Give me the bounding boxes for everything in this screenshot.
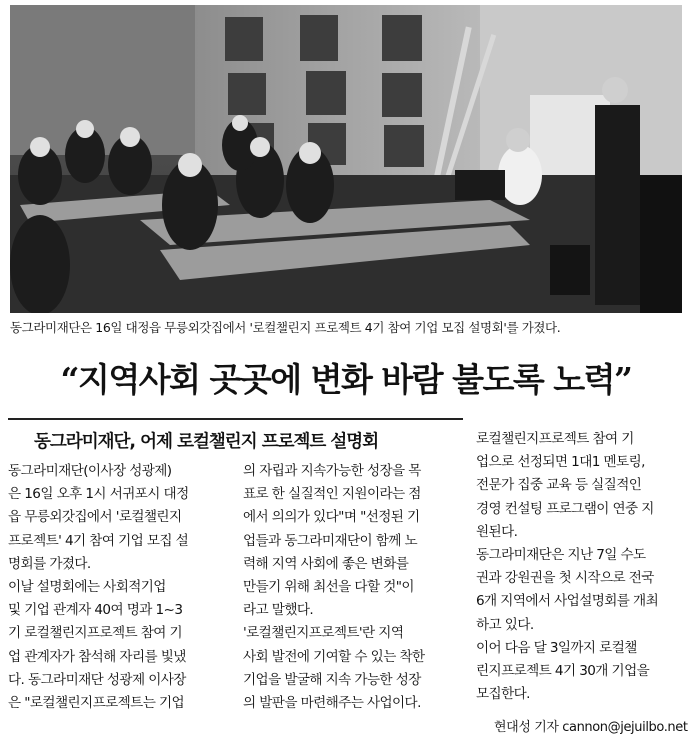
body-line: 프로젝트' 4기 참여 기업 모집 설 (8, 532, 189, 549)
body-line: 은 16일 오후 1시 서귀포시 대정 (8, 486, 189, 503)
briefing-session-photo (10, 5, 682, 313)
body-line: 업 관계자가 참석해 자리를 빛냈 (8, 648, 186, 665)
body-line: 전문가 집중 교육 등 실질적인 (476, 477, 642, 494)
body-line: 의 자립과 지속가능한 성장을 목 (243, 463, 421, 479)
body-column-2 (243, 460, 458, 715)
body-line: 업들과 동그라미재단이 함께 노 (243, 532, 418, 549)
body-line: 로컬챌린지프로젝트 참여 기 (476, 431, 634, 447)
body-line: 경영 컨설팅 프로그램이 연중 지 (476, 500, 654, 517)
article-subhead: 동그라미재단, 어제 로컬챌린지 프로젝트 설명회 (34, 432, 379, 452)
body-column-1 (8, 460, 223, 715)
body-line: 라고 말했다. (243, 602, 314, 619)
body-line: 기업을 발굴해 지속 가능한 성장 (243, 671, 421, 688)
reporter-byline: 현대성 기자 cannon@jejuilbo.net (494, 720, 688, 735)
body-line: 명회를 가졌다. (8, 555, 91, 572)
body-line: 사회 발전에 기여할 수 있는 착한 (243, 648, 425, 665)
body-line: 동그라미재단(이사장 성광제) (8, 463, 172, 479)
body-line: 및 기업 관계자 40여 명과 1~3 (8, 602, 183, 619)
body-line: 이날 설명회에는 사회적기업 (8, 578, 166, 595)
body-line: 동그라미재단은 지난 7일 수도 (476, 546, 646, 563)
body-line: 기 로컬챌린지프로젝트 참여 기 (8, 625, 183, 642)
body-line: 6개 지역에서 사업설명회를 개최 (476, 593, 659, 610)
body-line: 력해 지역 사회에 좋은 변화를 (243, 555, 409, 572)
body-line: 만들기 위해 최선을 다할 것"이 (243, 578, 414, 595)
body-line: 업으로 선정되면 1대1 멘토링, (476, 454, 645, 471)
body-line: 표로 한 실질적인 지원이라는 점 (243, 486, 421, 503)
body-line: 린지프로젝트 4기 30개 기업을 (476, 662, 650, 679)
body-line: 하고 있다. (476, 616, 534, 633)
photo-caption: 동그라미재단은 16일 대정읍 무릉외갓집에서 '로컬챌린지 프로젝트 4기 참여 기업 모집 설명회'를 가졌다. (10, 320, 561, 335)
body-line: 다. 동그라미재단 성광제 이사장 (8, 671, 186, 688)
body-line: '로컬챌린지프로젝트'란 지역 (243, 625, 404, 642)
article-subhead-box (8, 418, 463, 450)
body-line: 원된다. (476, 523, 518, 540)
body-line: 권과 강원권을 첫 시작으로 전국 (476, 570, 654, 587)
body-line: 모집한다. (476, 686, 530, 703)
body-column-3 (476, 428, 683, 706)
body-line: 은 "로컬챌린지프로젝트는 기업 (8, 694, 185, 711)
article-headline: “지역사회 곳곳에 변화 바람 불도록 노력” (60, 360, 632, 399)
body-line: 에서 의의가 있다"며 "선정된 기 (243, 509, 420, 526)
body-line: 읍 무릉외갓집에서 '로컬챌린지 (8, 509, 182, 526)
body-line: 이어 다음 달 3일까지 로컬챌 (476, 639, 637, 656)
body-line: 의 발판을 마련해주는 사업이다. (243, 694, 421, 711)
article-photo (10, 5, 682, 313)
